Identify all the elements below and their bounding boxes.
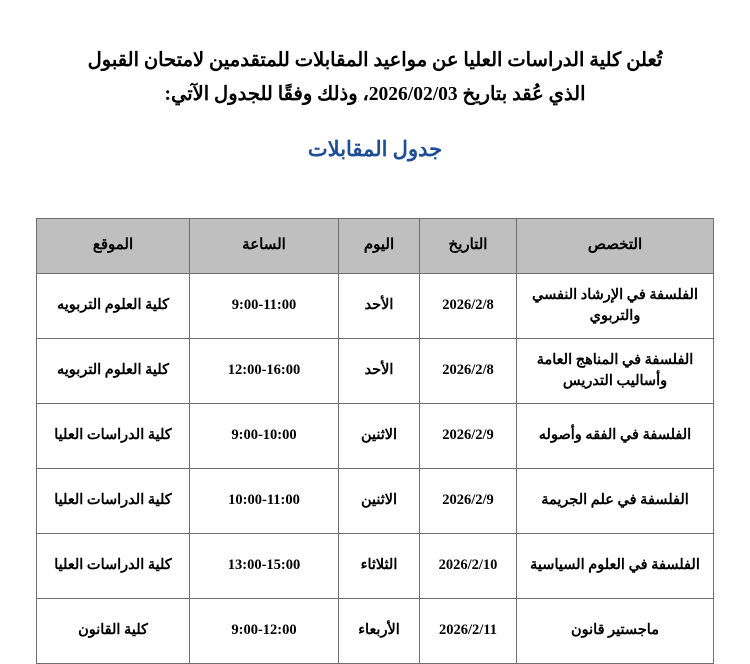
table-row xyxy=(37,469,714,534)
header-time: الساعة xyxy=(190,219,339,274)
interview-schedule-table xyxy=(36,218,714,664)
cell-time: 9:00-10:00 xyxy=(190,404,339,469)
cell-date: 2026/2/9 xyxy=(420,469,517,534)
cell-date: 2026/2/8 xyxy=(420,339,517,404)
cell-location: كلية الدراسات العليا xyxy=(37,404,190,469)
cell-day: الثلاثاء xyxy=(339,534,420,599)
cell-day: الاثنين xyxy=(339,404,420,469)
cell-location: كلية القانون xyxy=(37,599,190,664)
cell-location: كلية العلوم التربويه xyxy=(37,339,190,404)
cell-specialization: الفلسفة في الفقه وأصوله xyxy=(517,404,714,469)
table-header-row xyxy=(37,219,714,274)
header-date: التاريخ xyxy=(420,219,517,274)
cell-date: 2026/2/9 xyxy=(420,404,517,469)
cell-location: كلية العلوم التربويه xyxy=(37,274,190,339)
announcement-line-2: الذي عُقد بتاريخ 2026/02/03، وذلك وفقًا للجدول الآتي: xyxy=(164,83,586,105)
header-specialization: التخصص xyxy=(517,219,714,274)
page-subtitle: جدول المقابلات xyxy=(307,137,443,162)
cell-location: كلية الدراسات العليا xyxy=(37,469,190,534)
cell-specialization: الفلسفة في العلوم السياسية xyxy=(517,534,714,599)
table-body xyxy=(37,274,714,664)
cell-location: كلية الدراسات العليا xyxy=(37,534,190,599)
cell-time: 9:00-11:00 xyxy=(190,274,339,339)
cell-time: 13:00-15:00 xyxy=(190,534,339,599)
cell-date: 2026/2/11 xyxy=(420,599,517,664)
table-row xyxy=(37,339,714,404)
cell-date: 2026/2/8 xyxy=(420,274,517,339)
cell-day: الأحد xyxy=(339,339,420,404)
cell-time: 9:00-12:00 xyxy=(190,599,339,664)
cell-specialization: الفلسفة في المناهج العامة وأساليب التدريس xyxy=(517,339,714,404)
table-row xyxy=(37,534,714,599)
cell-specialization: ماجستير قانون xyxy=(517,599,714,664)
cell-date: 2026/2/10 xyxy=(420,534,517,599)
announcement-paragraph xyxy=(0,0,750,111)
table-row xyxy=(37,274,714,339)
table-row xyxy=(37,599,714,664)
cell-time: 12:00-16:00 xyxy=(190,339,339,404)
cell-day: الاثنين xyxy=(339,469,420,534)
cell-specialization: الفلسفة في الإرشاد النفسي والتربوي xyxy=(517,274,714,339)
header-location: الموقع xyxy=(37,219,190,274)
cell-day: الأربعاء xyxy=(339,599,420,664)
cell-time: 10:00-11:00 xyxy=(190,469,339,534)
header-day: اليوم xyxy=(339,219,420,274)
table-header xyxy=(37,219,714,274)
cell-day: الأحد xyxy=(339,274,420,339)
table-row xyxy=(37,404,714,469)
announcement-line-1: تُعلن كلية الدراسات العليا عن مواعيد المقابلات للمتقدمين لامتحان القبول xyxy=(87,50,663,71)
schedule-table-container xyxy=(36,218,714,664)
cell-specialization: الفلسفة في علم الجريمة xyxy=(517,469,714,534)
